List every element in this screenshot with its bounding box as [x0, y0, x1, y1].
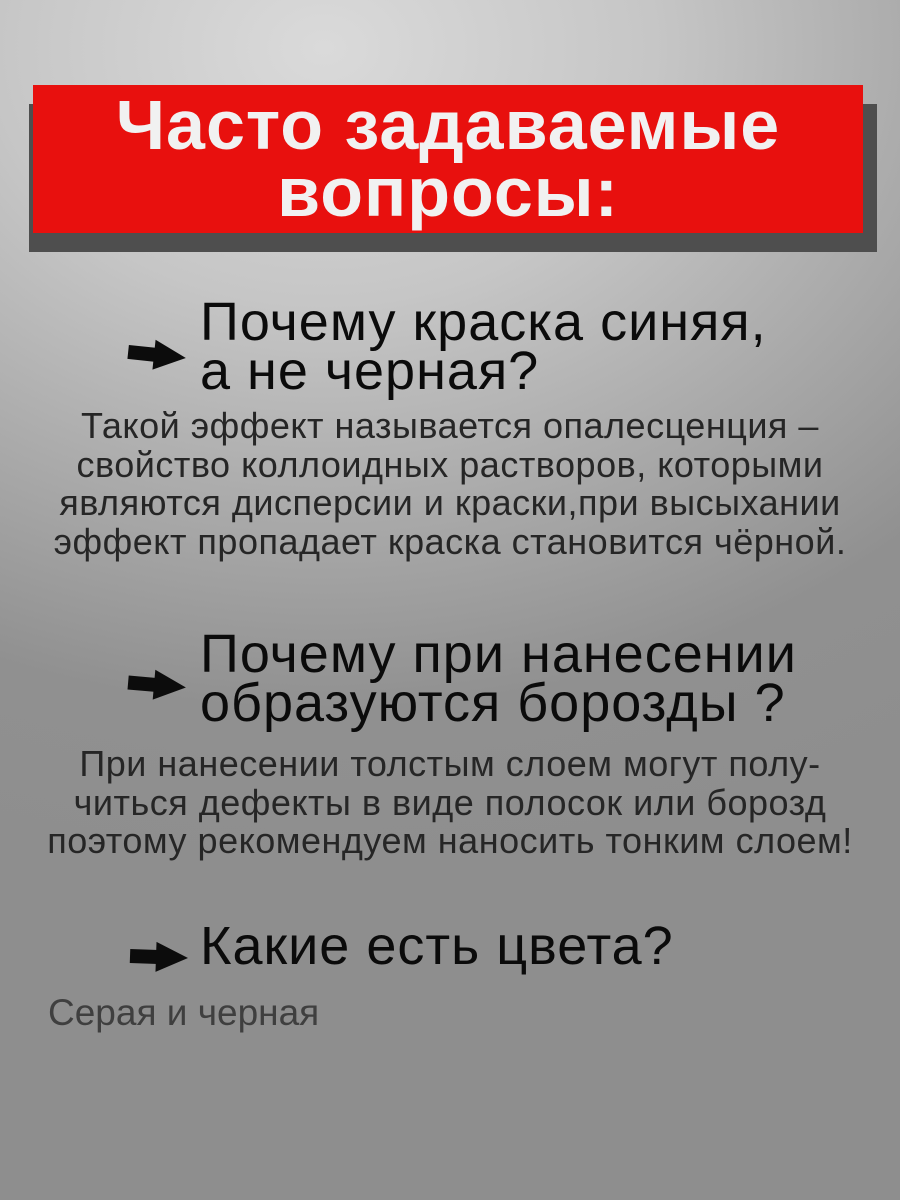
question-line: а не черная?	[200, 341, 540, 401]
arrow-tail	[127, 345, 156, 362]
arrow-tail	[128, 675, 157, 691]
arrow-tail	[130, 949, 158, 964]
question-line: Какие есть цвета?	[200, 916, 674, 976]
answer-line: поэтому рекомендуем наносить тонким слоем!	[47, 820, 853, 861]
question-text	[200, 916, 674, 976]
page-title-line-2: вопросы:	[277, 153, 619, 231]
title-banner	[33, 85, 863, 233]
question-text	[200, 624, 797, 733]
answer-line: Серая и черная	[48, 992, 320, 1033]
question-line: Почему при нанесении	[200, 624, 797, 684]
question-text	[200, 292, 767, 401]
right-arrow-icon	[129, 941, 188, 973]
faq-item-3-answer	[48, 993, 319, 1033]
arrow-head	[152, 340, 187, 373]
right-arrow-icon	[127, 337, 188, 373]
answer-line: Такой эффект называется опалесценция –	[81, 405, 819, 446]
faq-item-2-answer	[20, 745, 880, 861]
arrow-head	[155, 942, 188, 973]
answer-line: читься дефекты в виде полосок или борозд	[73, 781, 827, 823]
answer-line: свойство коллоидных растворов, которыми	[76, 443, 824, 485]
arrow-head	[153, 670, 187, 703]
answer-line: являются дисперсии и краски,при высыхании	[59, 482, 841, 523]
faq-item-1-answer	[20, 407, 880, 561]
answer-line: При нанесении толстым слоем могут полу-	[79, 743, 821, 784]
question-line: образуются борозды ?	[200, 673, 786, 733]
answer-line: эффект пропадает краска становится чёрной.	[53, 520, 847, 562]
right-arrow-icon	[127, 668, 187, 703]
question-line: Почему краска синяя,	[200, 292, 767, 352]
page-title-line-1: Часто задаваемые	[115, 86, 781, 164]
